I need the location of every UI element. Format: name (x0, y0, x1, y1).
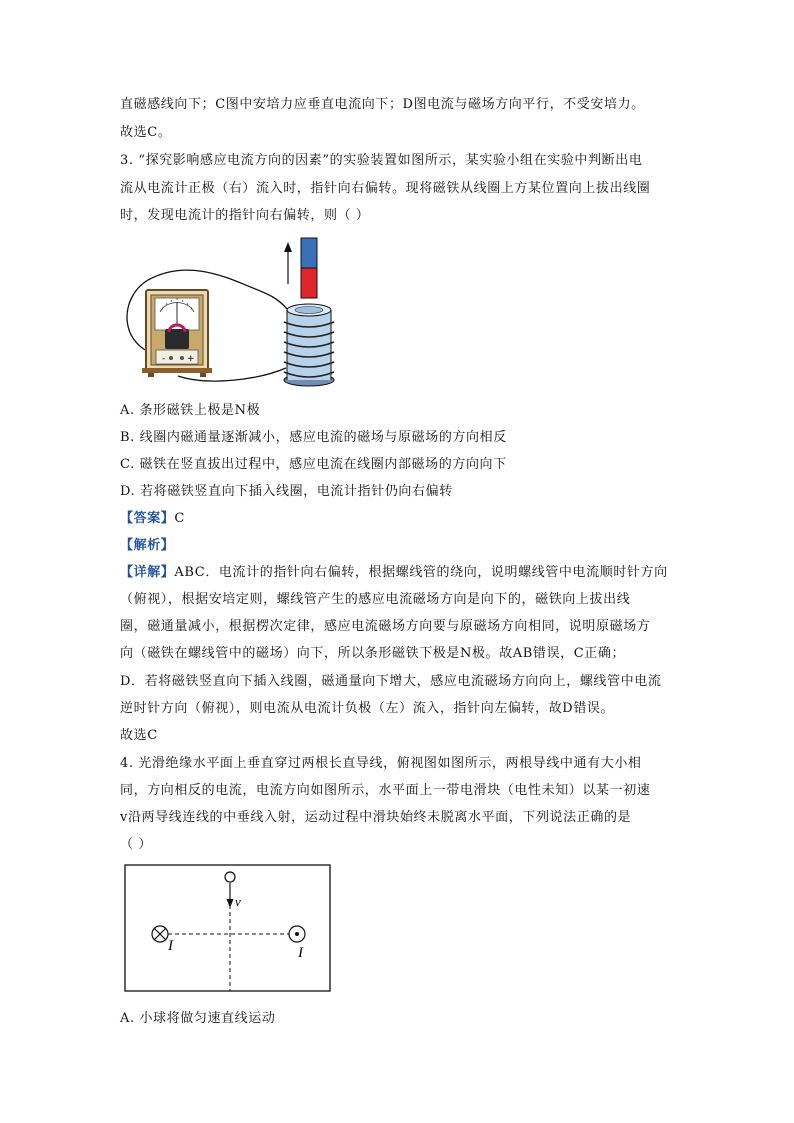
q3-detail-line-3: 圈，磁通量减小，根据楞次定律，感应电流磁场方向要与原磁场方向相同，说明原磁场方 (120, 619, 651, 634)
velocity-label: v (235, 894, 241, 909)
prev-answer-line-1: 直磁感线向下；C图中安培力应垂直电流向下；D图电流与磁场方向平行，不受安培力。 (120, 97, 645, 112)
answer-value: C (174, 511, 185, 526)
q3-detail-line-2: （俯视），根据安培定则，螺线管产生的感应电流磁场方向是向下的，磁铁向上拔出线 (120, 592, 631, 607)
q4-stem-line-2: 同，方向相反的电流，电流方向如图所示，水平面上一带电滑块（电性未知）以某一初速 (120, 783, 651, 798)
q3-stem-line-1: 3. “探究影响感应电流方向的因素”的实验装置如图所示，某实验小组在实验中判断出电 (120, 153, 643, 168)
analysis-label: 【解析】 (120, 538, 175, 553)
up-arrow-icon (284, 242, 292, 284)
q4-stem-line-1: 4. 光滑绝缘水平面上垂直穿过两根长直导线，俯视图如图所示，两根导线中通有大小相 (120, 756, 642, 771)
q3-answer (120, 510, 185, 528)
q3-option-c: C. 磁铁在竖直拔出过程中，感应电流在线圈内部磁场的方向向下 (120, 457, 507, 472)
q3-option-a: A. 条形磁铁上极是N极 (120, 403, 261, 418)
answer-label: 【答案】 (120, 511, 175, 526)
q3-detail-line-1 (120, 564, 668, 582)
galvanometer-plus-label: + (187, 354, 195, 364)
q4-stem-line-4: （ ） (120, 837, 152, 852)
slider-icon (225, 872, 235, 882)
q3-option-d: D. 若将磁铁竖直向下插入线圈，电流计指针仍向右偏转 (120, 484, 453, 499)
q3-conclusion: 故选C (120, 728, 158, 743)
q4-stem-line-3: v沿两导线连线的中垂线入射，运动过程中滑块始终未脱离水平面，下列说法正确的是 (120, 810, 632, 825)
right-current-label: I (298, 945, 303, 961)
q4-option-a: A. 小球将做匀速直线运动 (120, 1011, 276, 1026)
q4-figure (124, 864, 332, 994)
q3-option-b: B. 线圈内磁通量逐渐减小，感应电流的磁场与原磁场的方向相反 (120, 430, 507, 445)
current-into-page-icon (152, 926, 168, 942)
current-out-of-page-icon (289, 926, 305, 942)
q3-detail-line-5: D．若将磁铁竖直向下插入线圈，磁通量向下增大，感应电流磁场方向向上，螺线管中电流 (120, 674, 662, 689)
prev-answer-line-2: 故选C。 (120, 125, 172, 140)
q3-stem-line-2: 流从电流计正极（右）流入时，指针向右偏转。现将磁铁从线圈上方某位置向上拔出线圈 (120, 181, 651, 196)
q3-detail-line-6: 逆时针方向（俯视），则电流从电流计负极（左）流入，指针向左偏转，故D错误。 (120, 701, 615, 716)
detail-label: 【详解】 (120, 565, 175, 580)
left-current-label: I (168, 938, 173, 954)
galvanometer-minus-label: - (162, 354, 166, 364)
q3-figure (118, 228, 368, 393)
q3-detail-line-4: 向（磁铁在螺线管中的磁场）向下，所以条形磁铁下极是N极。故AB错误，C正确； (120, 646, 626, 661)
detail-text-1: ABC．电流计的指针向右偏转，根据螺线管的绕向，说明螺线管中电流顺时针方向 (174, 565, 668, 580)
bar-magnet (301, 238, 317, 298)
q3-stem-line-3: 时，发现电流计的指针向右偏转，则（ ） (120, 208, 370, 223)
solenoid (284, 304, 334, 386)
galvanometer (142, 290, 212, 377)
